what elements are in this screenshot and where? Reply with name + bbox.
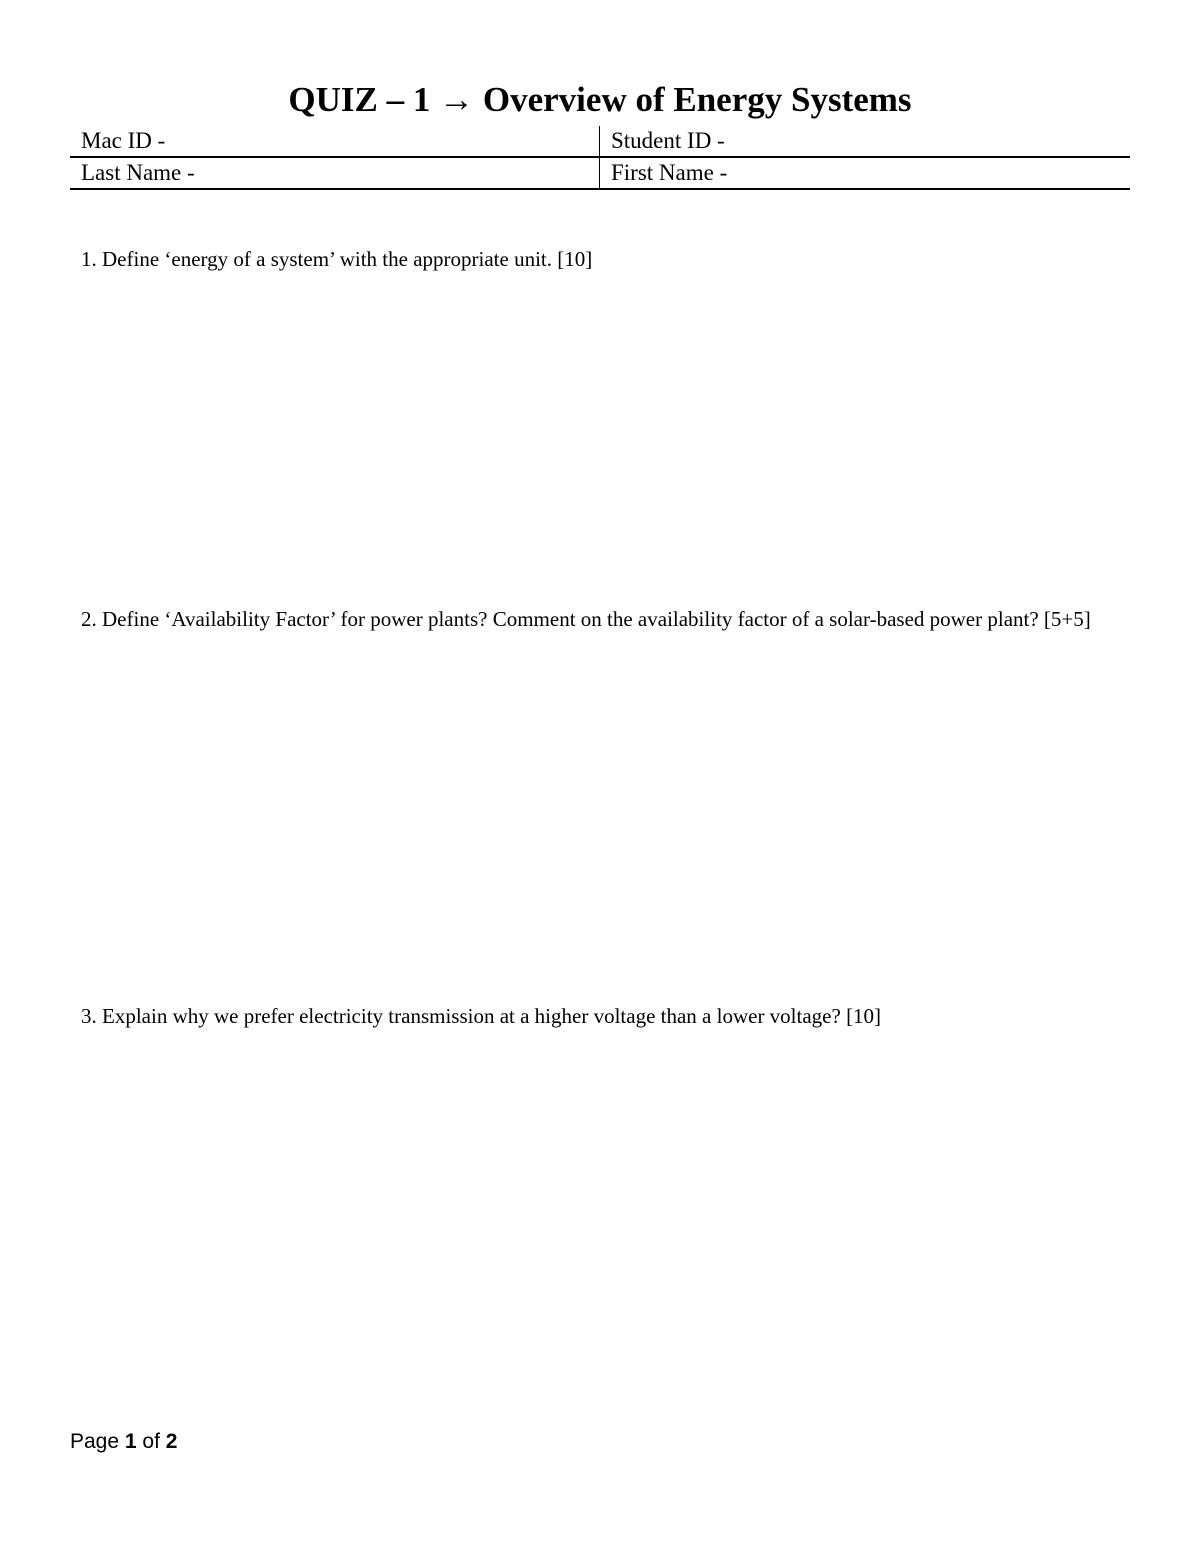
page-number-footer: [70, 1428, 177, 1456]
question-3: 3. Explain why we prefer electricity transmission at a higher voltage than a lower voltage? [10]: [81, 1004, 882, 1028]
last-name-field: Last Name -: [70, 157, 600, 189]
total-pages-number: 2: [165, 1430, 178, 1453]
student-id-field: Student ID -: [600, 126, 1131, 157]
first-name-field: First Name -: [600, 157, 1131, 189]
current-page-number: 1: [124, 1430, 137, 1453]
student-info-table: [70, 126, 1130, 190]
info-row-ids: [70, 126, 1130, 157]
of-word: of: [142, 1430, 160, 1453]
question-2: 2. Define ‘Availability Factor’ for power plants? Comment on the availability factor of a solar-based power plant? [5+5]: [81, 607, 1091, 631]
quiz-title: QUIZ – 1 → Overview of Energy Systems: [288, 80, 912, 119]
page-word: Page: [70, 1430, 120, 1453]
mac-id-field: Mac ID -: [70, 126, 600, 157]
question-1: 1. Define ‘energy of a system’ with the appropriate unit. [10]: [81, 247, 593, 271]
info-row-names: [70, 157, 1130, 189]
